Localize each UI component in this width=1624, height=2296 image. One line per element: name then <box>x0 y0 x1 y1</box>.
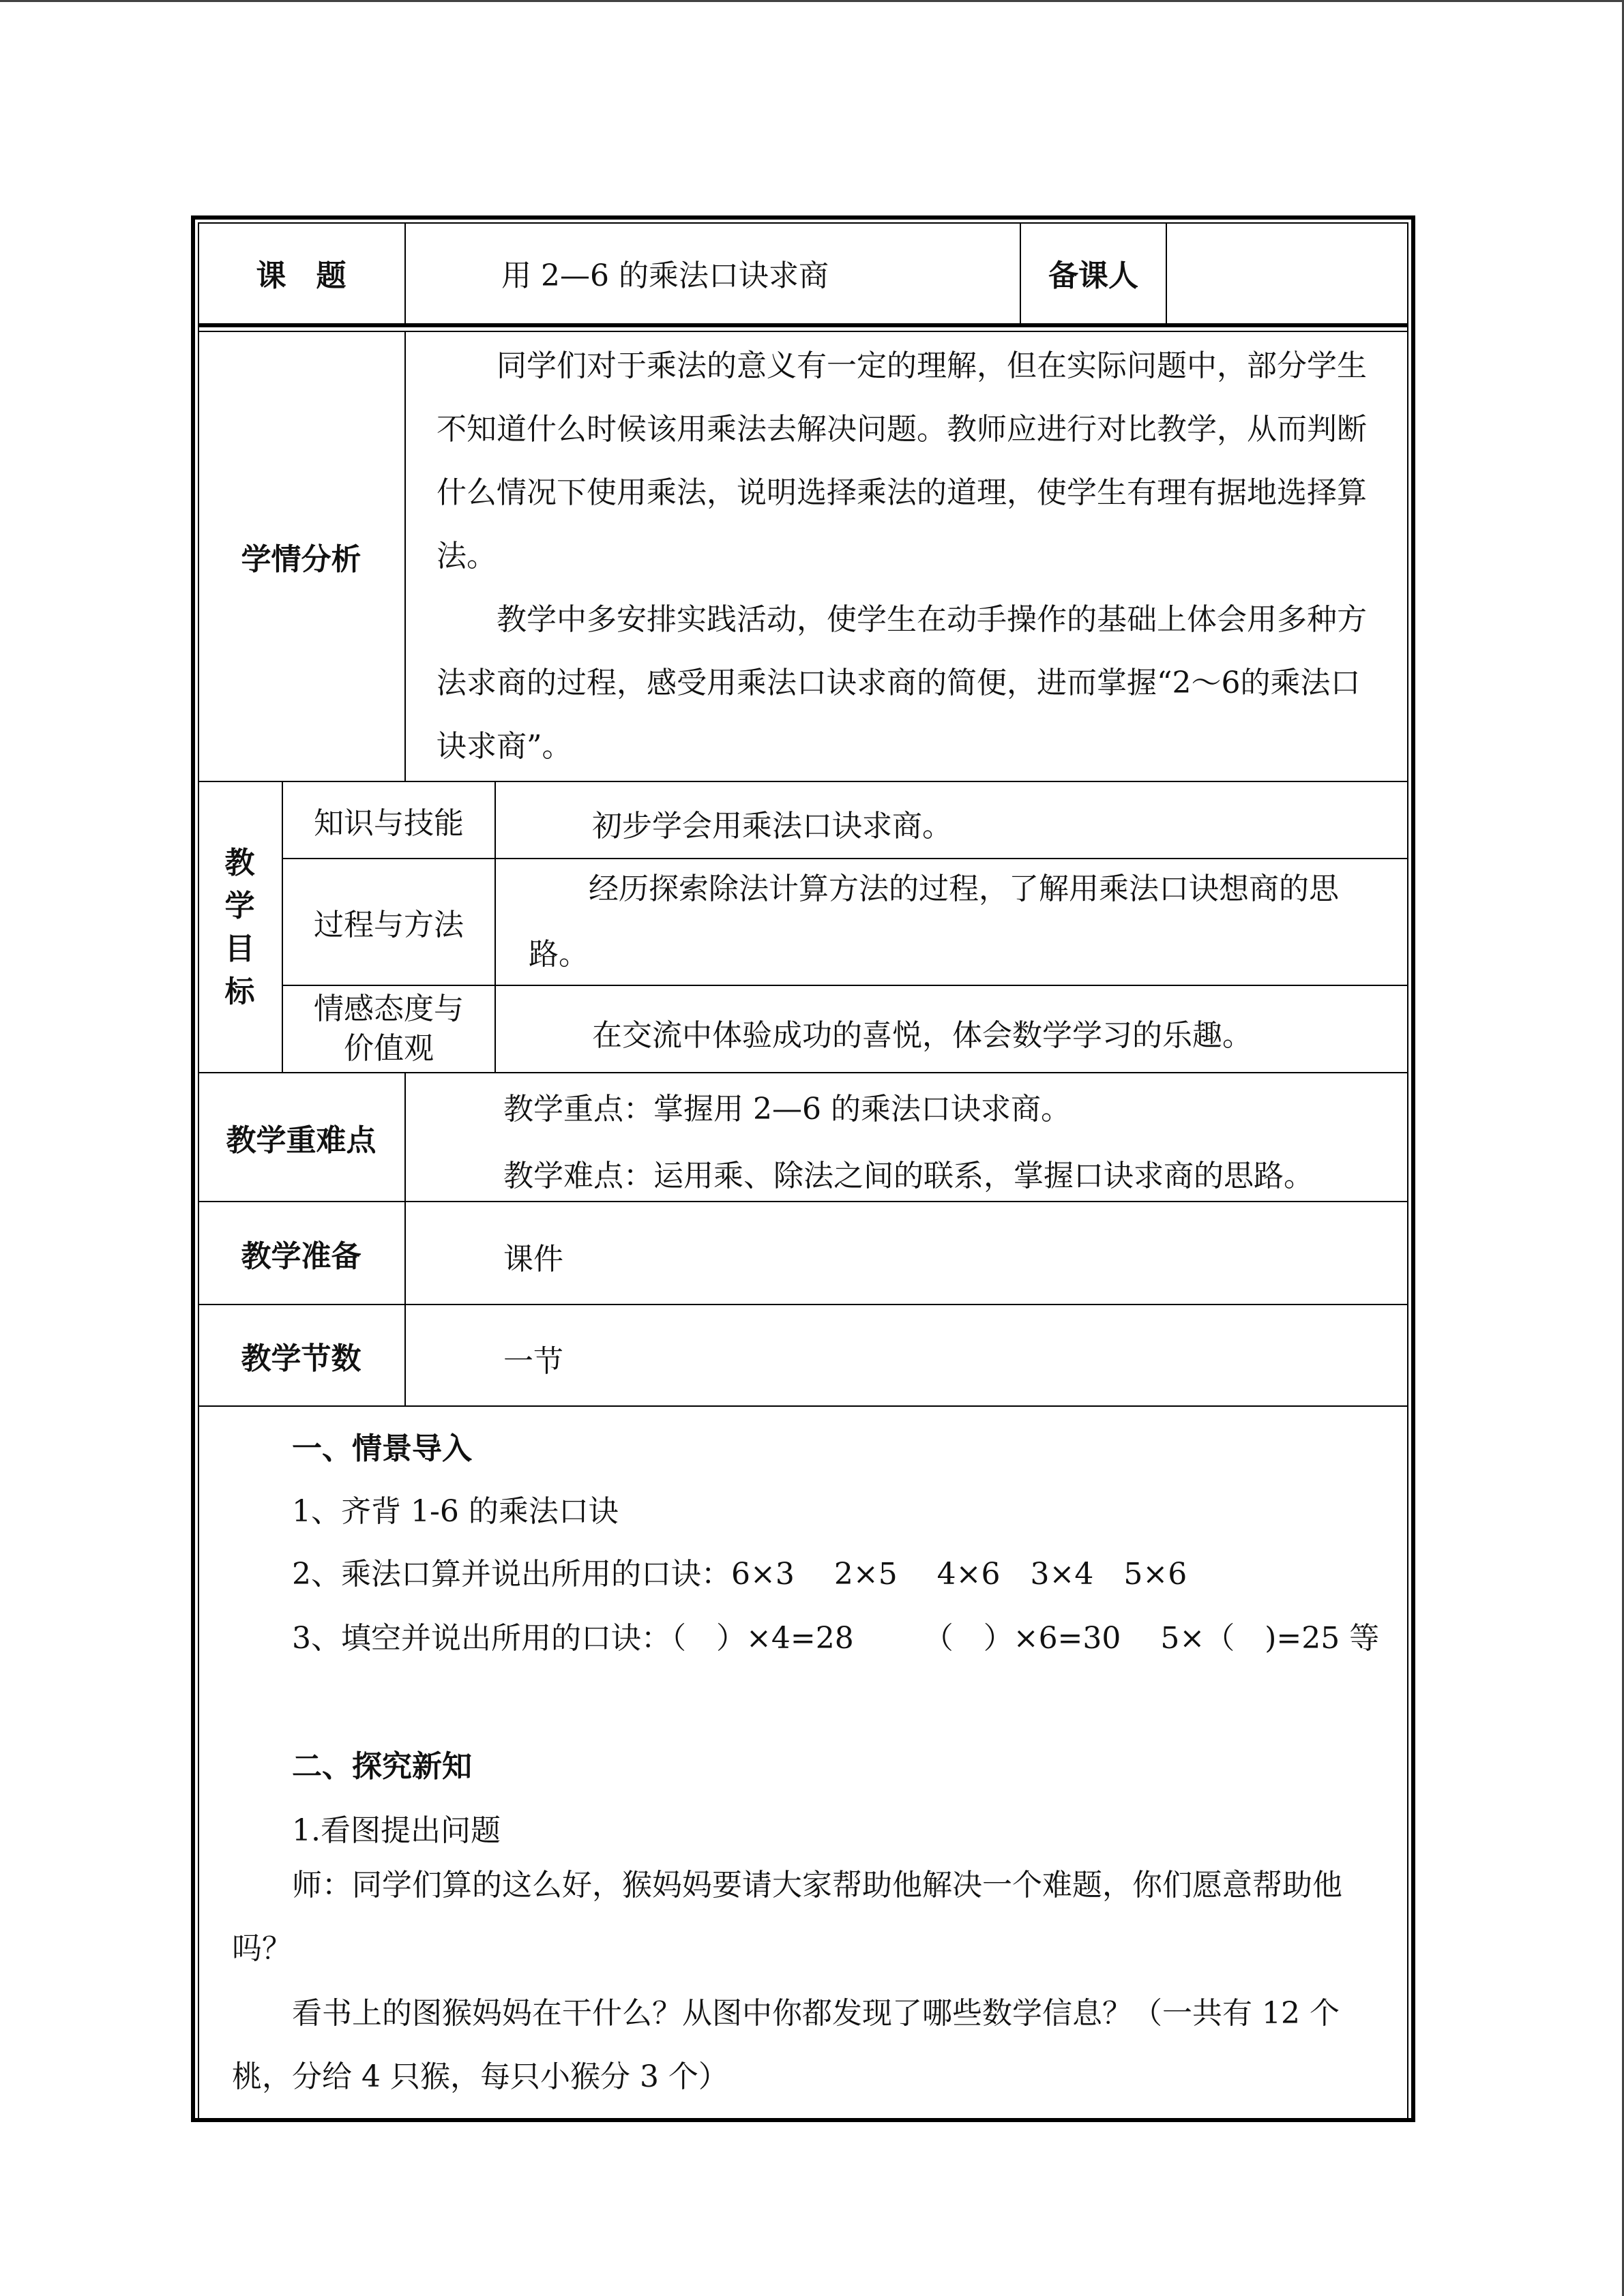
key-point: 教学重点：掌握用 2—6 的乘法口诀求商。 <box>503 1092 1071 1127</box>
section-2-line-1: 1.看图提出问题 <box>292 1813 501 1848</box>
preparation-value: 课件 <box>503 1242 563 1277</box>
topic-value: 用 2—6 的乘法口诀求商 <box>501 258 829 293</box>
row-divider <box>198 323 1408 327</box>
page-top-edge <box>0 0 1624 2</box>
analysis-paragraph-1: 同学们对于乘法的意义有一定的理解，但在实际问题中，部分学生不知道什么时候该用乘法去解决问题。教师应进行对比教学，从而判断什么情况下使用乘法，说明选择乘法的道理，使学生有理有据地选择算法。 <box>437 348 1367 573</box>
section-1-line-2: 2、乘法口算并说出所用的口诀：6×3 2×5 4×6 3×4 5×6 <box>292 1557 1187 1592</box>
emotion-label-line-1: 情感态度与 <box>314 992 464 1026</box>
keypoints-label: 教学重难点 <box>226 1122 377 1158</box>
section-1-line-1: 1、齐背 1-6 的乘法口诀 <box>292 1494 619 1529</box>
col-divider <box>494 781 496 1072</box>
periods-value: 一节 <box>503 1344 563 1379</box>
goals-label-char: 学 <box>224 888 255 923</box>
section-2-paragraph-2: 看书上的图猴妈妈在干什么？从图中你都发现了哪些数学信息？（一共有 12 个桃，分给 4 只猴，每只小猴分 3 个） <box>232 1996 1340 2094</box>
emotion-label <box>283 986 494 1072</box>
process-text: 经历探索除法计算方法的过程，了解用乘法口诀想商的思路。 <box>529 871 1339 972</box>
col-divider <box>404 331 406 781</box>
difficult-point: 教学难点：运用乘、除法之间的联系，掌握口诀求商的思路。 <box>503 1159 1314 1193</box>
topic-label: 课 题 <box>256 258 346 293</box>
emotion-label-line-2: 价值观 <box>344 1031 434 1066</box>
periods-label: 教学节数 <box>241 1341 361 1376</box>
row-divider <box>198 1405 1408 1407</box>
goals-label-char: 目 <box>224 931 255 966</box>
process-label: 过程与方法 <box>314 908 464 942</box>
section-1-line-3: 3、填空并说出所用的口诀：（ ）×4=28 （ ）×6=30 5×（ )=25 等 <box>292 1621 1380 1656</box>
preparer-label: 备课人 <box>1048 258 1138 293</box>
goals-label-char: 教 <box>224 845 255 880</box>
analysis-label: 学情分析 <box>241 542 361 577</box>
goals-label-char: 标 <box>224 974 255 1009</box>
preparer-value <box>1167 222 1408 323</box>
goals-label <box>198 782 282 1072</box>
emotion-text: 在交流中体验成功的喜悦，体会数学学习的乐趣。 <box>592 1018 1252 1053</box>
section-2-paragraph-1: 师：同学们算的这么好，猴妈妈要请大家帮助他解决一个难题，你们愿意帮助他吗？ <box>232 1868 1342 1966</box>
knowledge-text: 初步学会用乘法口诀求商。 <box>592 809 952 844</box>
preparation-label: 教学准备 <box>241 1238 361 1274</box>
col-divider <box>404 1072 406 1405</box>
section-2-title: 二、探究新知 <box>292 1749 472 1784</box>
knowledge-label: 知识与技能 <box>314 805 464 841</box>
analysis-paragraph-2: 教学中多安排实践活动，使学生在动手操作的基础上体会用多种方法求商的过程，感受用乘法口诀求商的简便，进而掌握“2～6的乘法口诀求商”。 <box>437 602 1367 764</box>
section-1-title: 一、情景导入 <box>292 1431 472 1466</box>
